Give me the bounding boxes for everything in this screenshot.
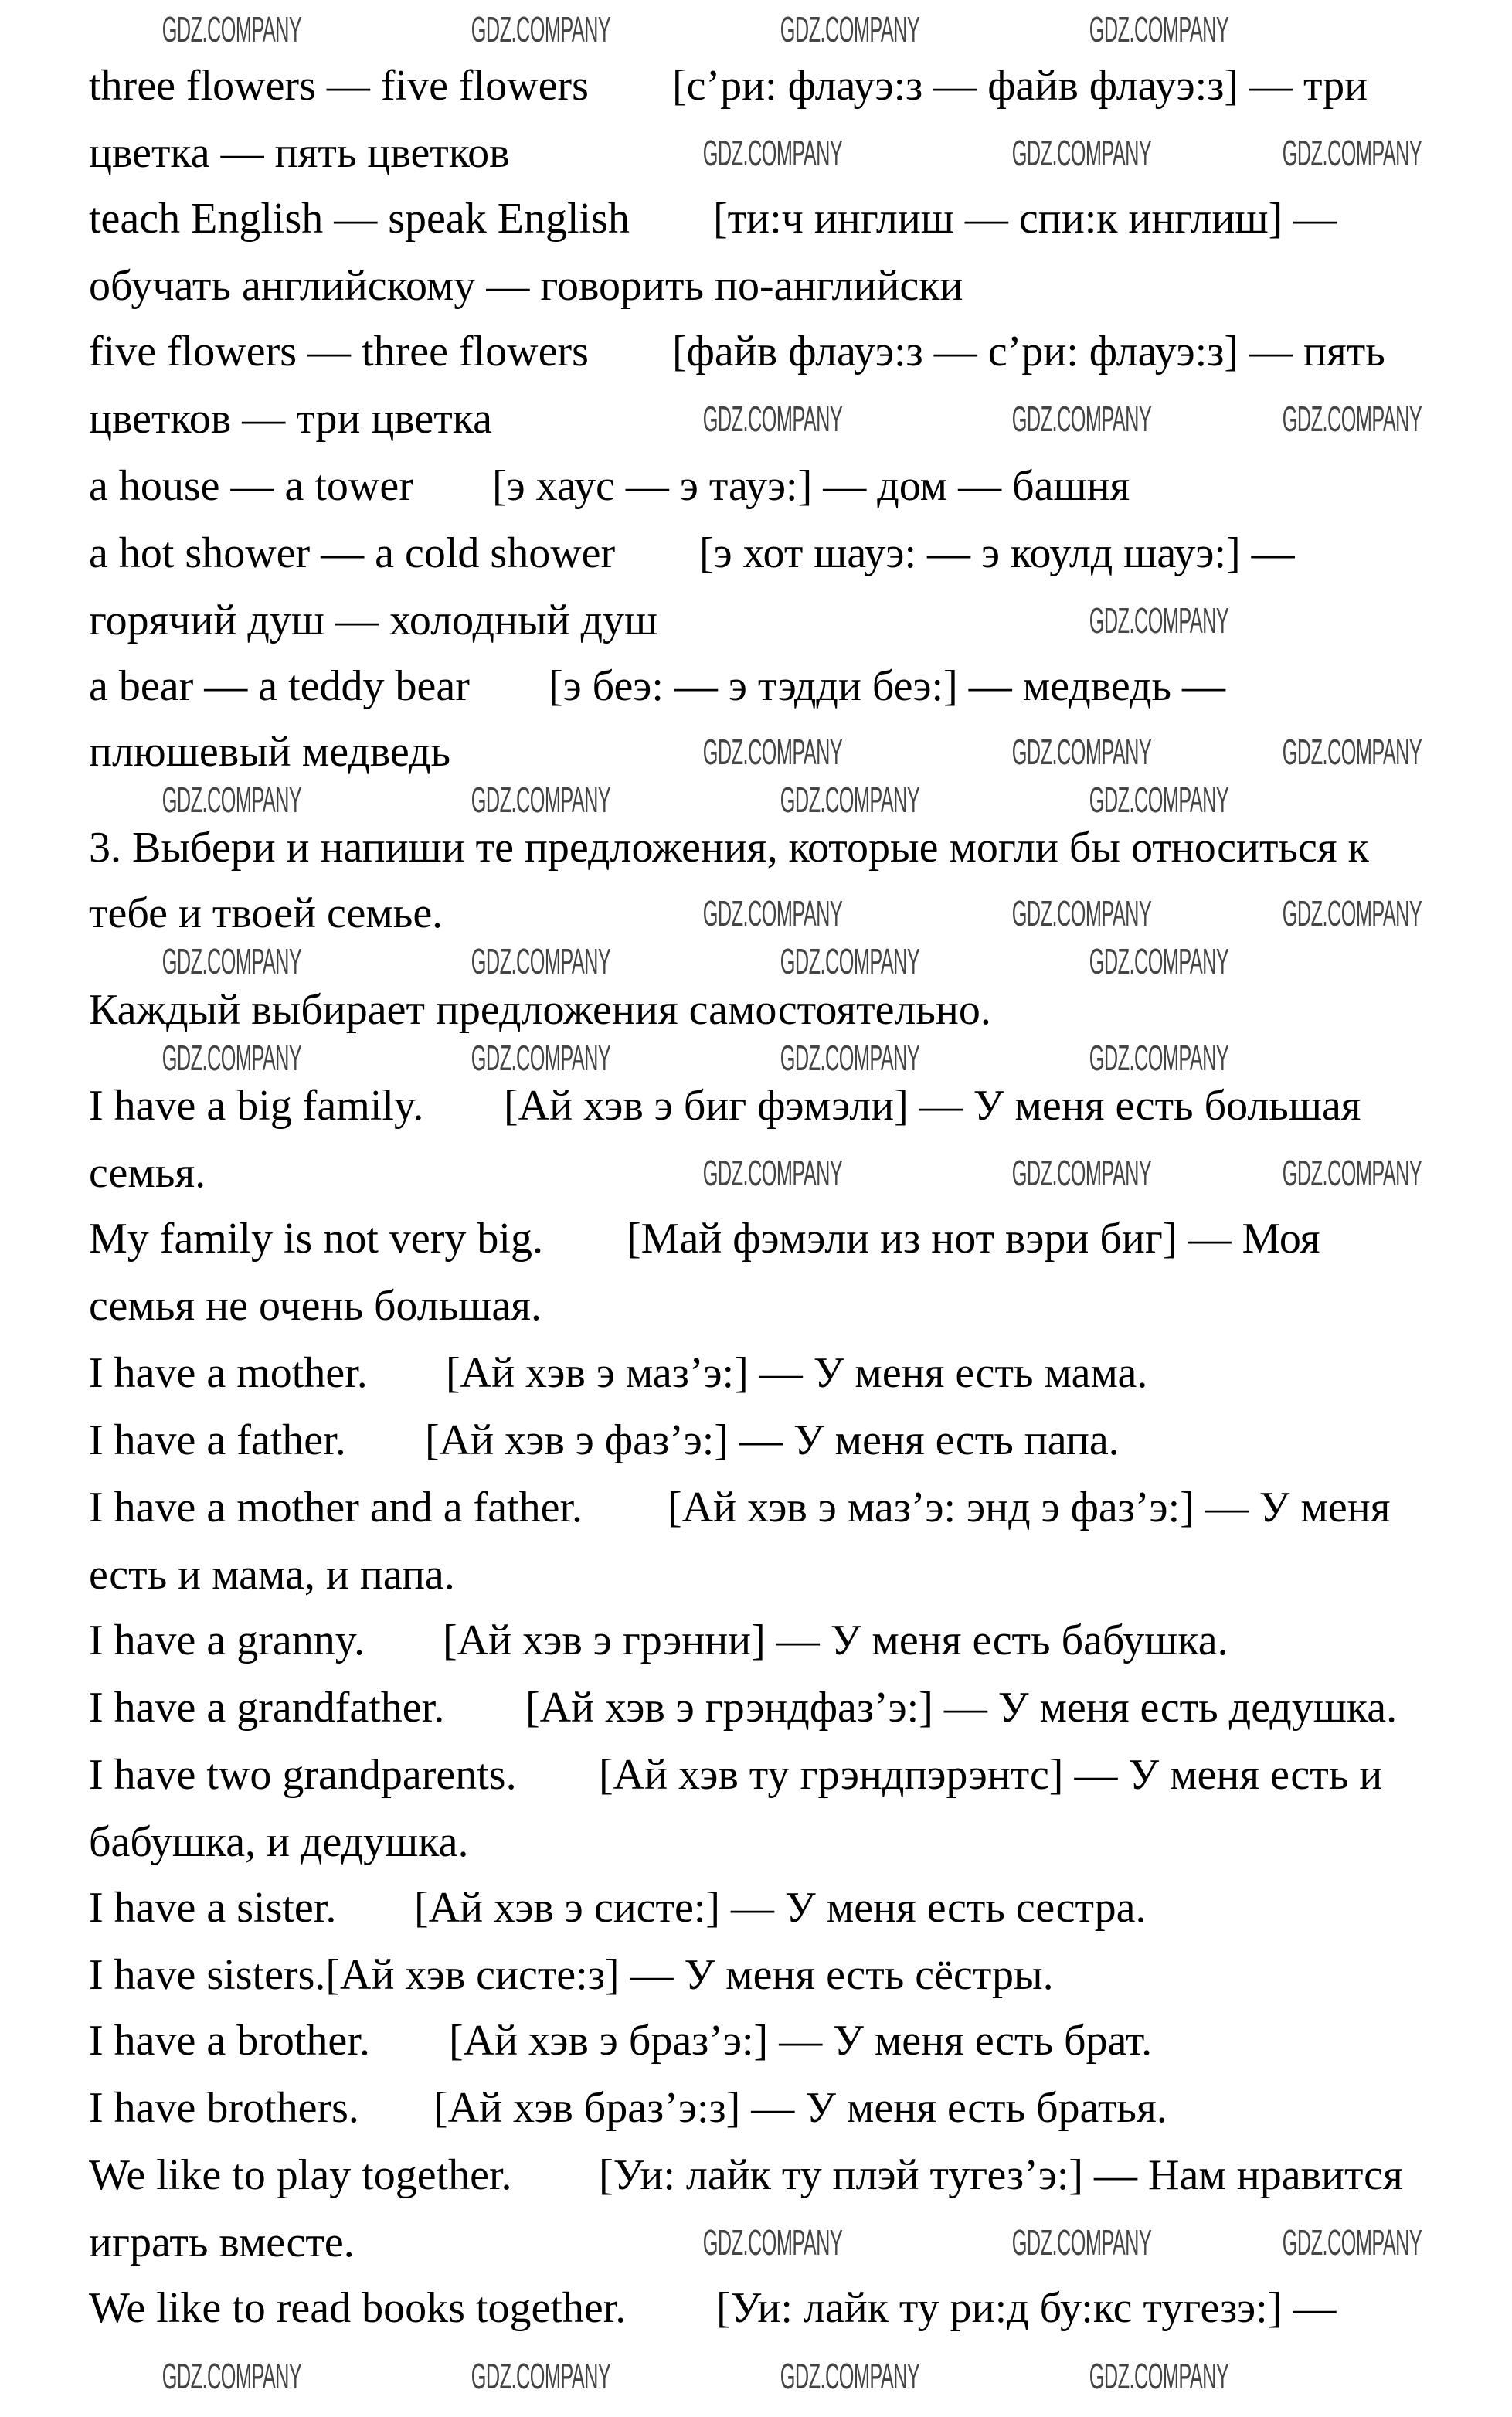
transcription-translation: [э хот шауэ: — э коулд шауэ:] — <box>699 529 1295 577</box>
text-line <box>89 888 443 939</box>
transcription-translation: [Ай хэв э биг фэмэли] — У меня есть большая <box>504 1082 1361 1130</box>
watermark: GDZ.COMPANY <box>1089 780 1229 820</box>
text-line <box>89 2150 1403 2201</box>
text-line <box>89 1950 1054 2001</box>
line-text: горячий душ — холодный душ <box>89 597 658 644</box>
line-text: семья не очень большая. <box>89 1282 542 1330</box>
text-line <box>89 127 510 178</box>
watermark: GDZ.COMPANY <box>1089 2356 1229 2396</box>
transcription-translation: [ти:ч инглиш — спи:к инглиш] — <box>713 195 1337 243</box>
text-line <box>89 822 1369 873</box>
transcription-translation: [файв флауэ:з — с’ри: флауэ:з] — пять <box>672 328 1385 376</box>
text-line <box>89 984 991 1035</box>
line-text: I have a granny. <box>89 1616 365 1664</box>
text-line <box>89 1749 1383 1800</box>
text-line <box>89 60 1368 111</box>
watermark: GDZ.COMPANY <box>1282 133 1422 173</box>
text-line <box>89 1213 1320 1264</box>
transcription-translation: [Ай хэв э систе:] — У меня есть сестра. <box>414 1884 1147 1932</box>
line-text: I have a grandfather. <box>89 1684 445 1732</box>
transcription-translation: [Ай хэв э маз’э: энд э фаз’э:] — У меня <box>668 1484 1391 1531</box>
watermark: GDZ.COMPANY <box>780 780 920 820</box>
text-line <box>89 595 657 646</box>
line-text: цветка — пять цветков <box>89 129 510 177</box>
transcription-translation: [Ай хэв э грэнни] — У меня есть бабушка. <box>443 1616 1228 1664</box>
line-text: есть и мама, и папа. <box>89 1551 455 1599</box>
text-line <box>89 1348 1148 1399</box>
transcription-translation: [Уи: лайк ту плэй тугез’э:] — Нам нравится <box>599 2151 1403 2199</box>
line-text: a bear — a teddy bear <box>89 662 470 710</box>
watermark: GDZ.COMPANY <box>780 1038 920 1078</box>
watermark: GDZ.COMPANY <box>1011 399 1152 439</box>
text-line <box>89 326 1385 377</box>
text-line <box>89 726 450 777</box>
watermark: GDZ.COMPANY <box>1011 1153 1152 1193</box>
line-text: My family is not very big. <box>89 1215 543 1263</box>
text-line <box>89 1280 542 1331</box>
line-text: I have a mother. <box>89 1349 368 1397</box>
line-text: обучать английскому — говорить по-английски <box>89 262 963 310</box>
transcription-translation: [Уи: лайк ту ри:д бу:кс тугезэ:] — <box>716 2284 1337 2332</box>
watermark: GDZ.COMPANY <box>1089 941 1229 981</box>
line-text: a hot shower — a cold shower <box>89 529 616 577</box>
text-line <box>89 2283 1337 2334</box>
line-text: I have sisters. <box>89 1951 326 1999</box>
text-line <box>89 528 1295 579</box>
watermark: GDZ.COMPANY <box>1282 732 1422 772</box>
text-line <box>89 2015 1153 2066</box>
watermark: GDZ.COMPANY <box>702 133 843 173</box>
watermark: GDZ.COMPANY <box>1282 399 1422 439</box>
watermark: GDZ.COMPANY <box>161 9 302 49</box>
line-text: I have a big family. <box>89 1082 424 1130</box>
transcription-translation: [Ай хэв э фаз’э:] — У меня есть папа. <box>425 1416 1120 1464</box>
watermark: GDZ.COMPANY <box>702 2222 843 2262</box>
watermark: GDZ.COMPANY <box>471 780 611 820</box>
text-line <box>89 1482 1391 1533</box>
transcription-translation: [э беэ: — э тэдди беэ:] — медведь — <box>549 662 1226 710</box>
watermark: GDZ.COMPANY <box>702 399 843 439</box>
watermark: GDZ.COMPANY <box>1011 893 1152 933</box>
line-text: We like to play together. <box>89 2151 512 2199</box>
watermark: GDZ.COMPANY <box>1089 600 1229 641</box>
line-text: бабушка, и дедушка. <box>89 1818 469 1866</box>
watermark: GDZ.COMPANY <box>1011 2222 1152 2262</box>
line-text: играть вместе. <box>89 2218 355 2266</box>
watermark: GDZ.COMPANY <box>161 941 302 981</box>
line-text: I have two grandparents. <box>89 1751 517 1799</box>
transcription-translation: [Ай хэв э браз’э:] — У меня есть брат. <box>449 2017 1153 2065</box>
transcription-translation: [Ай хэв э маз’э:] — У меня есть мама. <box>446 1349 1148 1397</box>
line-text: five flowers — three flowers <box>89 328 589 376</box>
text-line <box>89 1549 455 1600</box>
watermark: GDZ.COMPANY <box>780 9 920 49</box>
watermark: GDZ.COMPANY <box>161 780 302 820</box>
watermark: GDZ.COMPANY <box>702 893 843 933</box>
watermark: GDZ.COMPANY <box>702 732 843 772</box>
line-text: 3. Выбери и напиши те предложения, которые могли бы относиться к <box>89 824 1369 872</box>
text-line <box>89 393 492 444</box>
text-line <box>89 1682 1398 1733</box>
text-line <box>89 1080 1361 1131</box>
transcription-translation: [с’ри: флауэ:з — файв флауэ:з] — три <box>672 62 1368 110</box>
transcription-translation: [Ай хэв э грэндфаз’э:] — У меня есть дедушка. <box>525 1684 1398 1732</box>
line-text: семья. <box>89 1149 206 1197</box>
line-text: teach English — speak English <box>89 195 630 243</box>
transcription-translation: [Ай хэв ту грэндпэрэнтс] — У меня есть и <box>599 1751 1383 1799</box>
text-line <box>89 2082 1167 2133</box>
text-line <box>89 260 963 311</box>
watermark: GDZ.COMPANY <box>471 2356 611 2396</box>
watermark: GDZ.COMPANY <box>471 9 611 49</box>
watermark: GDZ.COMPANY <box>1089 9 1229 49</box>
watermark: GDZ.COMPANY <box>161 2356 302 2396</box>
transcription-translation: [Ай хэв браз’э:з] — У меня есть братья. <box>433 2084 1167 2132</box>
text-line <box>89 461 1130 512</box>
line-text: I have a sister. <box>89 1884 337 1932</box>
text-line <box>89 1817 468 1868</box>
text-line <box>89 1882 1147 1933</box>
text-line <box>89 193 1337 244</box>
line-text: Каждый выбирает предложения самостоятельно. <box>89 986 991 1034</box>
line-text: three flowers — five flowers <box>89 62 589 110</box>
watermark: GDZ.COMPANY <box>1011 133 1152 173</box>
watermark: GDZ.COMPANY <box>780 2356 920 2396</box>
watermark: GDZ.COMPANY <box>1089 1038 1229 1078</box>
text-line <box>89 1147 206 1198</box>
line-text: I have brothers. <box>89 2084 359 2132</box>
line-text: плюшевый медведь <box>89 728 451 776</box>
transcription-translation: [Ай хэв систе:з] — У меня есть сёстры. <box>325 1951 1054 1999</box>
line-text: цветков — три цветка <box>89 395 492 443</box>
transcription-translation: [э хаус — э тауэ:] — дом — башня <box>492 462 1130 510</box>
line-text: I have a brother. <box>89 2017 370 2065</box>
text-line <box>89 661 1226 712</box>
watermark: GDZ.COMPANY <box>1011 732 1152 772</box>
watermark: GDZ.COMPANY <box>471 1038 611 1078</box>
watermark: GDZ.COMPANY <box>1282 1153 1422 1193</box>
line-text: a house — a tower <box>89 462 413 510</box>
line-text: We like to read books together. <box>89 2284 627 2332</box>
watermark: GDZ.COMPANY <box>1282 2222 1422 2262</box>
line-text: тебе и твоей семье. <box>89 889 443 937</box>
line-text: I have a father. <box>89 1416 346 1464</box>
text-line <box>89 1615 1228 1666</box>
transcription-translation: [Май фэмэли из нот вэри биг] — Моя <box>627 1215 1320 1263</box>
watermark: GDZ.COMPANY <box>780 941 920 981</box>
watermark: GDZ.COMPANY <box>471 941 611 981</box>
watermark: GDZ.COMPANY <box>702 1153 843 1193</box>
text-line <box>89 1415 1120 1466</box>
line-text: I have a mother and a father. <box>89 1484 583 1531</box>
text-line <box>89 2217 355 2268</box>
watermark: GDZ.COMPANY <box>1282 893 1422 933</box>
watermark: GDZ.COMPANY <box>161 1038 302 1078</box>
